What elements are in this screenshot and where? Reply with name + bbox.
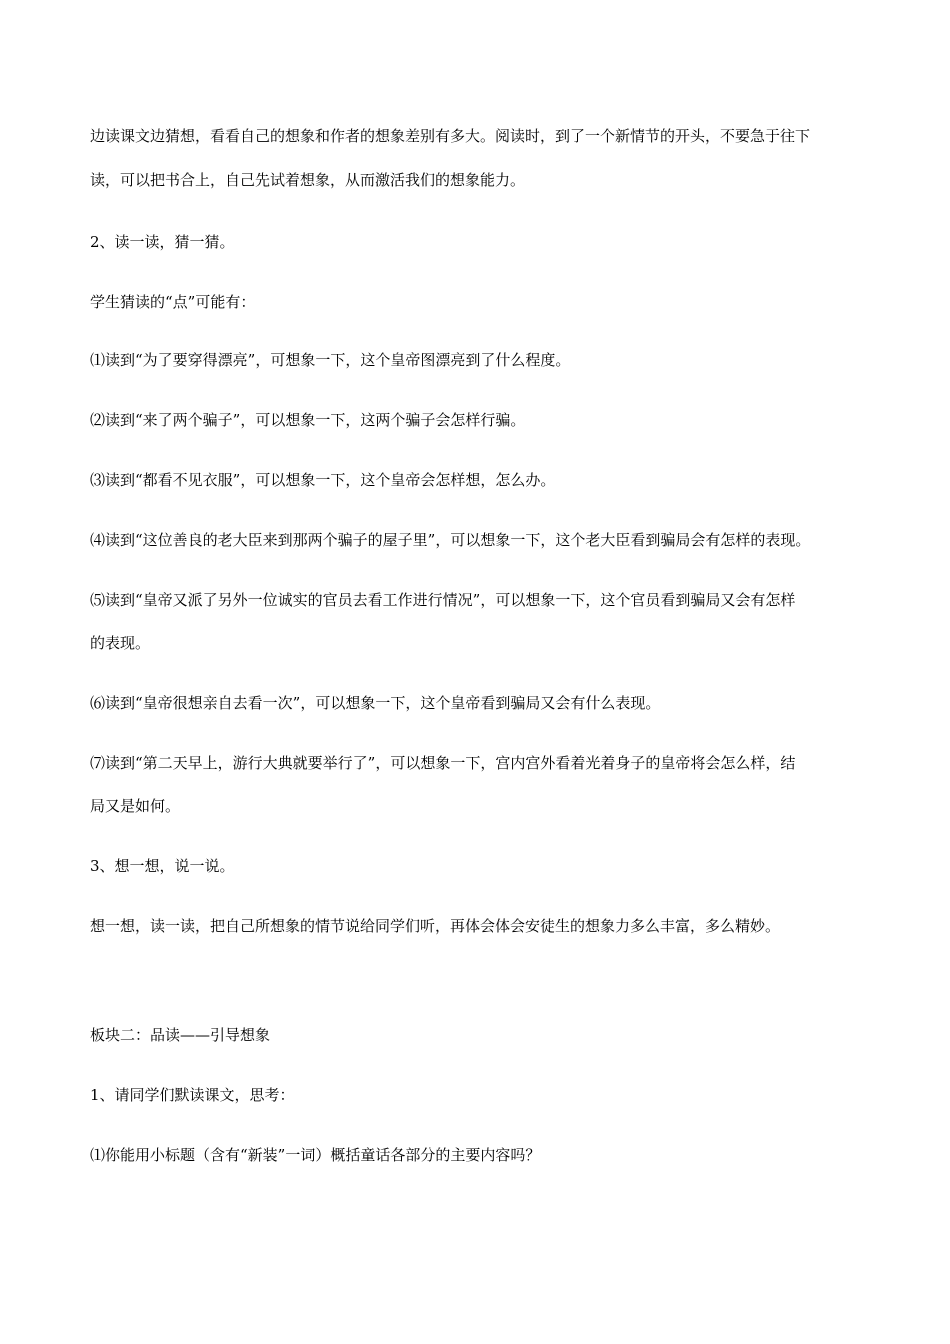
list-item-continuation: 的表现。 <box>90 634 151 652</box>
section-step-heading: 1、请同学们默读课文，思考： <box>90 1086 295 1104</box>
list-item: ⑺读到“第二天早上，游行大典就要举行了”，可以想象一下，宫内宫外看着光着身子的皇帝将会怎么样，结 <box>90 754 796 772</box>
list-item-continuation: 局又是如何。 <box>90 797 181 815</box>
list-item: ⑶读到“都看不见衣服”，可以想象一下，这个皇帝会怎样想，怎么办。 <box>90 471 556 489</box>
paragraph-line: 想一想，读一读，把自己所想象的情节说给同学们听，再体会体会安徒生的想象力多么丰富，多么精妙。 <box>90 917 781 935</box>
section-step-heading: 2、读一读，猜一猜。 <box>90 233 235 251</box>
section-step-heading: 3、想一想，说一说。 <box>90 857 235 875</box>
list-item: ⑴你能用小标题（含有“新装”一词）概括童话各部分的主要内容吗？ <box>90 1146 541 1164</box>
paragraph-line: 学生猜读的“点”可能有： <box>90 293 256 311</box>
section-heading: 板块二：品读——引导想象 <box>90 1026 271 1044</box>
list-item: ⑷读到“这位善良的老大臣来到那两个骗子的屋子里”，可以想象一下，这个老大臣看到骗局会有怎样的表现。 <box>90 531 811 549</box>
list-item: ⑴读到“为了要穿得漂亮”，可想象一下，这个皇帝图漂亮到了什么程度。 <box>90 351 571 369</box>
list-item: ⑹读到“皇帝很想亲自去看一次”，可以想象一下，这个皇帝看到骗局又会有什么表现。 <box>90 694 661 712</box>
list-item: ⑸读到“皇帝又派了另外一位诚实的官员去看工作进行情况”，可以想象一下，这个官员看到骗局又会有怎样 <box>90 591 796 609</box>
paragraph-line: 读，可以把书合上，自己先试着想象，从而激活我们的想象能力。 <box>90 171 526 189</box>
paragraph-line: 边读课文边猜想，看看自己的想象和作者的想象差别有多大。阅读时，到了一个新情节的开头，不要急于往下 <box>90 127 811 145</box>
list-item: ⑵读到“来了两个骗子”，可以想象一下，这两个骗子会怎样行骗。 <box>90 411 526 429</box>
